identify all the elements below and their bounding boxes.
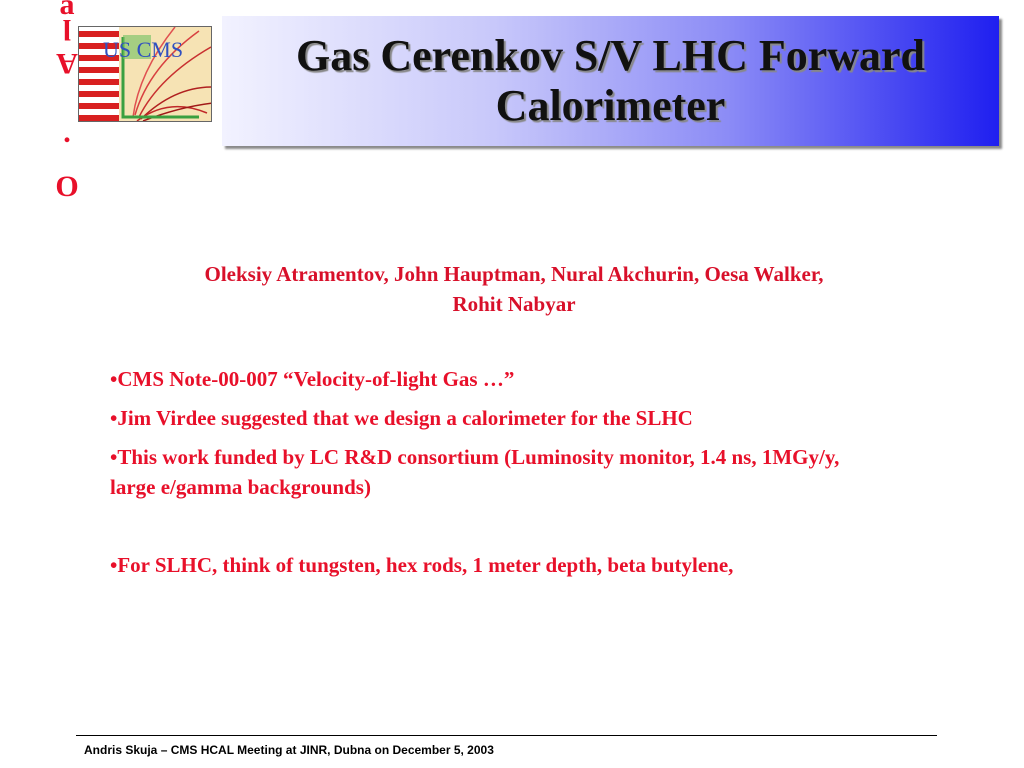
logo-text: US CMS	[103, 37, 184, 62]
bullet-item: •This work funded by LC R&D consortium (Luminosity monitor, 1.4 ns, 1MGy/y, large e/gamma backgrounds)	[110, 445, 840, 499]
footer-divider	[76, 735, 937, 736]
authors	[100, 259, 928, 319]
us-cms-logo	[78, 26, 212, 122]
side-letter: A	[56, 47, 78, 80]
side-letter: a	[59, 0, 75, 21]
authors-line-1: Oleksiy Atramentov, John Hauptman, Nural Akchurin, Oesa Walker,	[204, 262, 824, 286]
side-letter: l	[62, 13, 72, 46]
us-cms-logo-graphic	[79, 27, 212, 122]
title-banner	[222, 16, 999, 146]
title-line-2: Calorimeter	[495, 81, 726, 130]
authors-line-2: Rohit Nabyar	[452, 292, 576, 316]
footer-text: Andris Skuja – CMS HCAL Meeting at JINR, Dubna on December 5, 2003	[84, 743, 494, 757]
title-line-1: Gas Cerenkov S/V LHC Forward	[295, 31, 926, 80]
slide-title	[296, 31, 925, 131]
bullet-item: •Jim Virdee suggested that we design a calorimeter for the SLHC	[110, 406, 693, 430]
side-letter: .	[63, 116, 71, 149]
bullet-item: •For SLHC, think of tungsten, hex rods, 1 meter depth, beta butylene,	[110, 553, 734, 577]
side-letter: O	[55, 170, 79, 203]
bullet-item: •CMS Note-00-007 “Velocity-of-light Gas …”	[110, 367, 515, 391]
